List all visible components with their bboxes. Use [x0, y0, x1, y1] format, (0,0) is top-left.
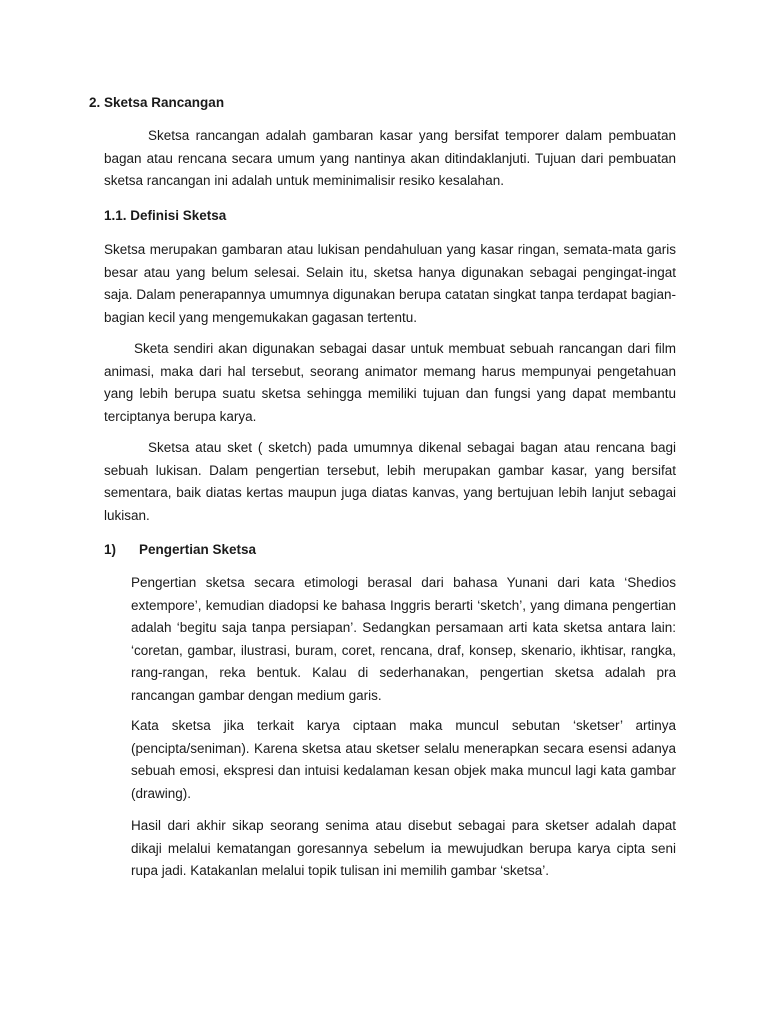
definition-paragraph: Sketsa merupakan gambaran atau lukisan pendahuluan yang kasar ringan, semata-mata garis besar atau yang belum selesai. Selain itu, sketsa hanya digunakan sebagai pengingat-ingat saja. Dalam penerapannya umumnya digunakan berupa catatan singkat tanpa terdapat bagian-bagian kecil yang mengemukakan gagasan tertentu.: [104, 242, 676, 325]
intro-paragraph: Sketsa rancangan adalah gambaran kasar yang bersifat temporer dalam pembuatan bagan atau rencana secara umum yang nantinya akan ditindaklanjuti. Tujuan dari pembuatan sketsa rancangan ini adalah untuk meminimalisir resiko kesalahan.: [104, 128, 676, 188]
list-heading-title: Pengertian Sketsa: [139, 542, 257, 557]
subsection-heading: 1.1. Definisi Sketsa: [104, 208, 227, 223]
list-paragraph: Pengertian sketsa secara etimologi berasal dari bahasa Yunani dari kata ‘Shedios extempore’, kemudian diadopsi ke bahasa Inggris berarti ‘sketch’, yang dimana pengertian adalah ‘begitu saja tanpa persiapan’. Sedangkan persamaan arti kata sketsa antara lain: ‘coretan, gambar, ilustrasi, buram, coret, rencana, draf, konsep, skenario, ikhtisar, rangka, rang-rangan, reka bentuk. Kalau di sederhanakan, pengertian sketsa adalah pra rancangan gambar dengan medium garis.: [131, 575, 676, 703]
definition-paragraph: Sketsa atau sket ( sketch) pada umumnya dikenal sebagai bagan atau rencana bagi sebuah lukisan. Dalam pengertian tersebut, lebih merupakan gambar kasar, yang bersifat sementara, baik diatas kertas maupun juga diatas kanvas, yang bertujuan lebih lanjut sebagai lukisan.: [104, 440, 676, 523]
list-heading: [104, 539, 256, 561]
list-paragraph: Kata sketsa jika terkait karya ciptaan maka muncul sebutan ‘sketser’ artinya (pencipta/seniman). Karena sketsa atau sketser selalu menerapkan secara esensi adanya sebuah emosi, ekspresi dan intuisi kedalaman kesan objek maka muncul lagi kata gambar (drawing).: [131, 718, 676, 801]
list-heading-number: 1): [104, 542, 117, 557]
definition-paragraph: Sketa sendiri akan digunakan sebagai dasar untuk membuat sebuah rancangan dari film animasi, maka dari hal tersebut, seorang animator memang harus mempunyai pengetahuan yang lebih berupa suatu sketsa sehingga memiliki tujuan dan fungsi yang dapat membantu terciptanya berupa karya.: [104, 341, 676, 424]
section-heading: 2. Sketsa Rancangan: [89, 95, 225, 110]
list-paragraph: Hasil dari akhir sikap seorang senima atau disebut sebagai para sketser adalah dapat dikaji melalui kematangan goresannya sebelum ia mewujudkan berupa karya cipta seni rupa jadi. Katakanlan melalui topik tulisan ini memilih gambar ‘sketsa’.: [131, 818, 676, 878]
